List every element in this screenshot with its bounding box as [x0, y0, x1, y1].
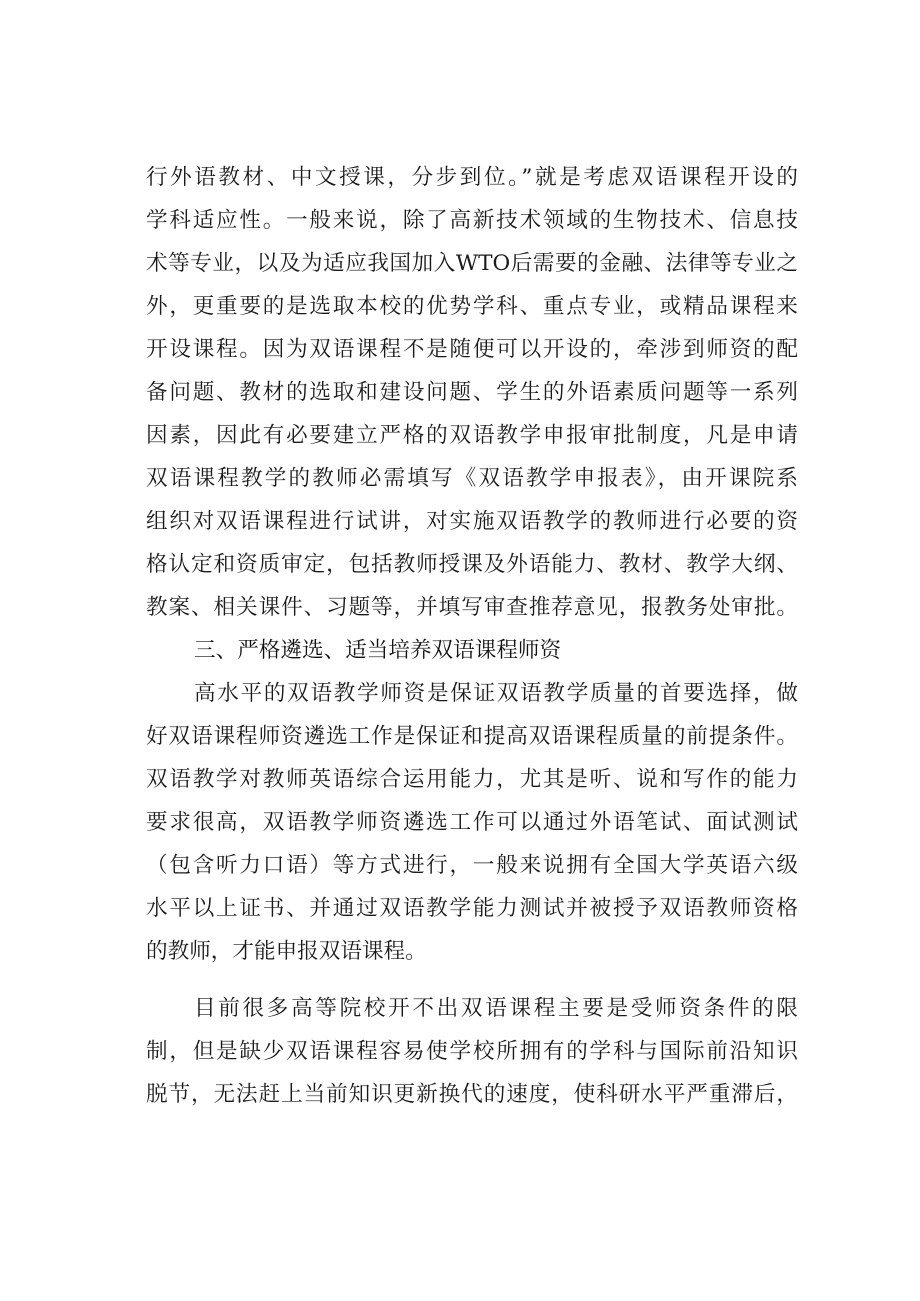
paragraph-1-line-11: 教案、相关课件、习题等，并填写审查推荐意见，报教务处审批。 [146, 595, 798, 620]
paragraph-1-line-10: 格认定和资质审定，包括教师授课及外语能力、教材、教学大纲、 [146, 552, 798, 577]
paragraph-1-line-9: 组织对双语课程进行试讲，对实施双语教学的教师进行必要的资 [146, 509, 798, 534]
paragraph-2-line-5: （包含听力口语）等方式进行，一般来说拥有全国大学英语六级 [146, 853, 798, 878]
paragraph-1-line-2: 学科适应性。一般来说，除了高新技术领域的生物技术、信息技 [146, 208, 798, 233]
paragraph-2-line-4: 要求很高，双语教学师资遴选工作可以通过外语笔试、面试测试 [146, 810, 798, 835]
section-heading: 三、严格遴选、适当培养双语课程师资 [194, 638, 562, 663]
paragraph-2-line-1: 高水平的双语教学师资是保证双语教学质量的首要选择，做 [194, 681, 798, 706]
paragraph-1-line-4: 外，更重要的是选取本校的优势学科、重点专业，或精品课程来 [146, 294, 798, 319]
paragraph-2-line-2: 好双语课程师资遴选工作是保证和提高双语课程质量的前提条件。 [146, 724, 798, 749]
paragraph-1-line-7: 因素，因此有必要建立严格的双语教学申报审批制度，凡是申请 [146, 423, 798, 448]
paragraph-2-line-6: 水平以上证书、并通过双语教学能力测试并被授予双语教师资格 [146, 896, 798, 921]
paragraph-1-line-1: 行外语教材、中文授课，分步到位。”就是考虑双语课程开设的 [146, 165, 798, 190]
paragraph-3-line-1: 目前很多高等院校开不出双语课程主要是受师资条件的限 [194, 996, 798, 1021]
paragraph-1-line-3: 术等专业，以及为适应我国加入WTO后需要的金融、法律等专业之 [146, 251, 798, 276]
paragraph-3-line-3: 脱节，无法赶上当前知识更新换代的速度，使科研水平严重滞后， [146, 1082, 798, 1107]
paragraph-2-line-3: 双语教学对教师英语综合运用能力，尤其是听、说和写作的能力 [146, 767, 798, 792]
paragraph-1-line-6: 备问题、教材的选取和建设问题、学生的外语素质问题等一系列 [146, 380, 798, 405]
paragraph-1-line-5: 开设课程。因为双语课程不是随便可以开设的，牵涉到师资的配 [146, 337, 798, 362]
paragraph-1-line-8: 双语课程教学的教师必需填写《双语教学申报表》，由开课院系 [146, 466, 798, 491]
paragraph-2-line-7: 的教师，才能申报双语课程。 [146, 939, 427, 964]
paragraph-3-line-2: 制，但是缺少双语课程容易使学校所拥有的学科与国际前沿知识 [146, 1039, 798, 1064]
